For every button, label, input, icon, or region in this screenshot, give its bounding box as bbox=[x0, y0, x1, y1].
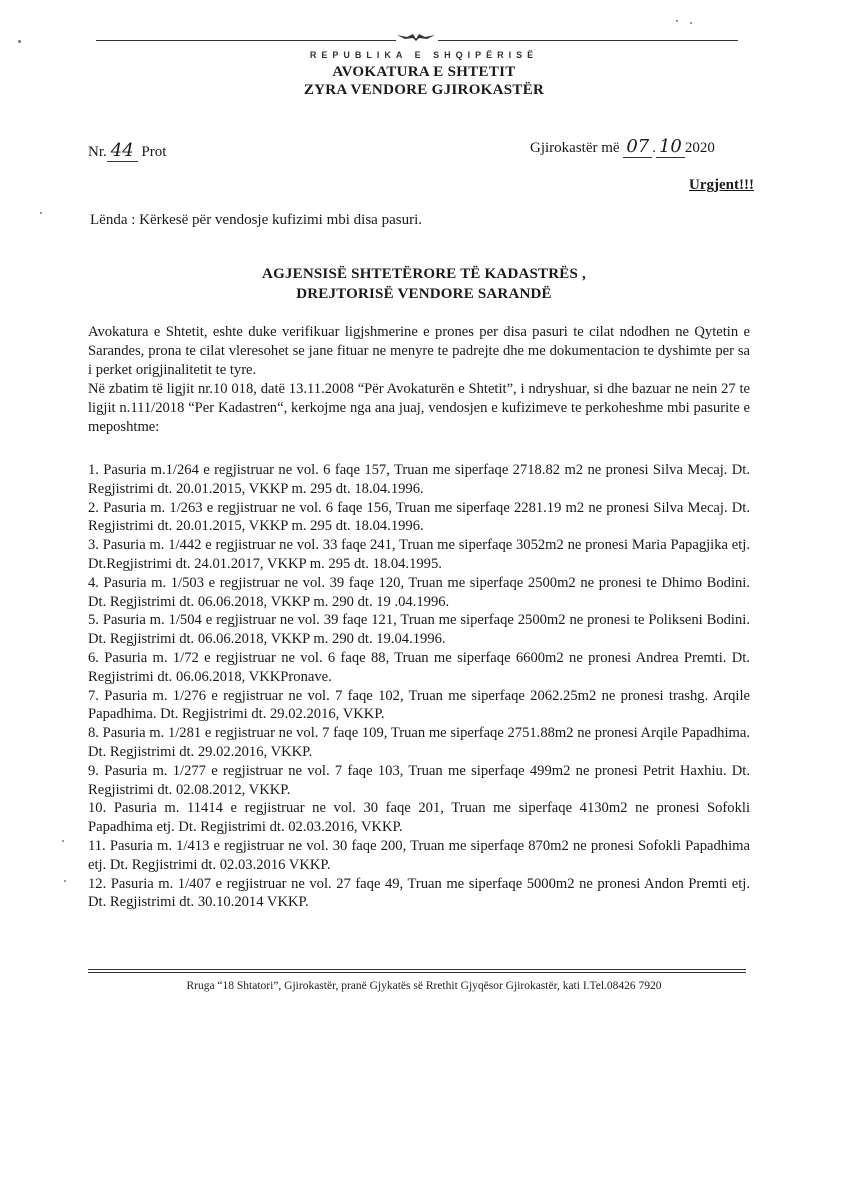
scan-speck bbox=[18, 40, 21, 43]
property-list bbox=[88, 461, 750, 912]
subject-line: Lënda : Kërkesë për vendosje kufizimi mbi disa pasuri. bbox=[90, 212, 422, 228]
header-organization: AVOKATURA E SHTETIT bbox=[332, 64, 516, 80]
eagle-emblem-icon bbox=[395, 32, 437, 42]
scan-speck bbox=[676, 20, 678, 22]
date-month: 10 bbox=[656, 136, 685, 158]
addressee-agency: AGJENSISË SHTETËRORE TË KADASTRËS , bbox=[262, 266, 586, 282]
scan-speck bbox=[64, 880, 66, 882]
scan-speck bbox=[40, 212, 42, 214]
property-item: 4. Pasuria m. 1/503 e regjistruar ne vol. 39 faqe 120, Truan me siperfaqe 2500m2 ne pronesi te Dhimo Bodini. Dt. Regjistrimi dt. 06.06.2018, VKKP m. 290 dt. 19 .04.1996. bbox=[88, 574, 750, 610]
addressee-directorate: DREJTORISË VENDORE SARANDË bbox=[296, 286, 552, 302]
body-paragraph-legal-basis: Në zbatim të ligjit nr.10 018, datë 13.11.2008 “Për Avokaturën e Shtetit”, i ndryshuar, si dhe bazuar ne nein 27 te ligjit n.111/2018 “Per Kadastren“, kerkojme nga ana juaj, vendosjen e kufizimeve te perkoheshme mbi pasurite e meposhtme: bbox=[88, 381, 750, 435]
header-top-rule-left bbox=[96, 40, 396, 41]
property-item: 11. Pasuria m. 1/413 e regjistruar ne vol. 30 faqe 200, Truan me siperfaqe 870m2 ne pronesi Sofokli Papadhima etj. Dt. Regjistrimi dt. 02.03.2016 VKKP. bbox=[88, 837, 750, 873]
header-republic: REPUBLIKA E SHQIPËRISË bbox=[309, 50, 539, 60]
footer-rule-secondary bbox=[88, 972, 746, 973]
property-item: 3. Pasuria m. 1/442 e regjistruar ne vol. 33 faqe 241, Truan me siperfaqe 3052m2 ne pronesi Maria Papagjika etj. Dt.Regjistrimi dt. 24.01.2017, VKKP m. 295 dt. 18.04.1995. bbox=[88, 537, 750, 572]
property-item: 1. Pasuria m.1/264 e regjistruar ne vol. 6 faqe 157, Truan me siperfaqe 2718.82 m2 ne pronesi Silva Mecaj. Dt. Regjistrimi dt. 20.01.2015, VKKP m. 295 dt. 18.04.1996. bbox=[88, 462, 750, 497]
property-item: 5. Pasuria m. 1/504 e regjistruar ne vol. 39 faqe 121, Truan me siperfaqe 2500m2 ne pronesi te Polikseni Bodini. Dt. Regjistrimi dt. 06.06.2018, VKKP m. 290 dt. 19.04.1996. bbox=[88, 612, 750, 648]
property-item: 8. Pasuria m. 1/281 e regjistruar ne vol. 7 faqe 109, Truan me siperfaqe 2751.88m2 ne pronesi Arqile Papadhima. Dt. Regjistrimi dt. 29.02.2016, VKKP. bbox=[88, 725, 750, 760]
document-date: Gjirokastër më 07 . 10 2020 bbox=[530, 136, 715, 157]
protocol-prefix: Nr. bbox=[88, 144, 107, 160]
protocol-number-value: 44 bbox=[107, 140, 138, 162]
header-office: ZYRA VENDORE GJIROKASTËR bbox=[303, 82, 545, 98]
header-top-rule-right bbox=[438, 40, 738, 41]
footer-address: Rruga “18 Shtatori”, Gjirokastër, pranë Gjykatës së Rrethit Gjyqësor Gjirokastër, kati I.Tel.08426 7920 bbox=[186, 980, 662, 992]
property-item: 9. Pasuria m. 1/277 e regjistruar ne vol. 7 faqe 103, Truan me siperfaqe 499m2 ne pronesi Petrit Haxhiu. Dt. Regjistrimi dt. 02.08.2012, VKKP. bbox=[88, 762, 750, 798]
property-item: 12. Pasuria m. 1/407 e regjistruar ne vol. 27 faqe 49, Truan me siperfaqe 5000m2 ne pronesi Andon Premti etj. Dt. Regjistrimi dt. 30.10.2014 VKKP. bbox=[88, 875, 750, 911]
property-item: 10. Pasuria m. 11414 e regjistruar ne vol. 30 faqe 201, Truan me siperfaqe 4130m2 ne pronesi Sofokli Papadhima etj. Dt. Regjistrimi dt. 02.03.2016, VKKP. bbox=[88, 800, 750, 836]
protocol-suffix: Prot bbox=[141, 144, 167, 160]
body-paragraph-intro: Avokatura e Shtetit, eshte duke verifikuar ligjshmerine e prones per disa pasuri te cilat ndodhen ne Qytetin e Sarandes, prona te cilat vleresohet se jane fituar ne menyre te padrejte dhe me dokumentacion te dyshimte per sa i perket origjinalitetit te tyre. bbox=[88, 324, 750, 378]
footer-rule bbox=[88, 969, 746, 970]
scan-speck bbox=[690, 22, 692, 24]
urgent-label: Urgjent!!! bbox=[689, 177, 754, 193]
date-place: Gjirokastër më bbox=[530, 140, 620, 156]
date-day: 07 bbox=[623, 136, 652, 158]
date-year: 2020 bbox=[684, 140, 715, 156]
property-item: 2. Pasuria m. 1/263 e regjistruar ne vol. 6 faqe 156, Truan me siperfaqe 2281.19 m2 ne pronesi Silva Mecaj. Dt. Regjistrimi dt. 20.01.2015, VKKP m. 295 dt. 18.04.1996. bbox=[88, 499, 750, 535]
property-item: 6. Pasuria m. 1/72 e regjistruar ne vol. 6 faqe 88, Truan me siperfaqe 6600m2 ne pronesi Andrea Premti. Dt. Regjistrimi dt. 06.06.2018, VKKPronave. bbox=[88, 649, 750, 685]
protocol-number bbox=[88, 140, 166, 161]
property-item: 7. Pasuria m. 1/276 e regjistruar ne vol. 7 faqe 102, Truan me siperfaqe 2062.25m2 ne pronesi trashg. Arqile Papadhima. Dt. Regjistrimi dt. 29.02.2016, VKKP. bbox=[88, 687, 750, 723]
scan-speck bbox=[62, 840, 64, 842]
